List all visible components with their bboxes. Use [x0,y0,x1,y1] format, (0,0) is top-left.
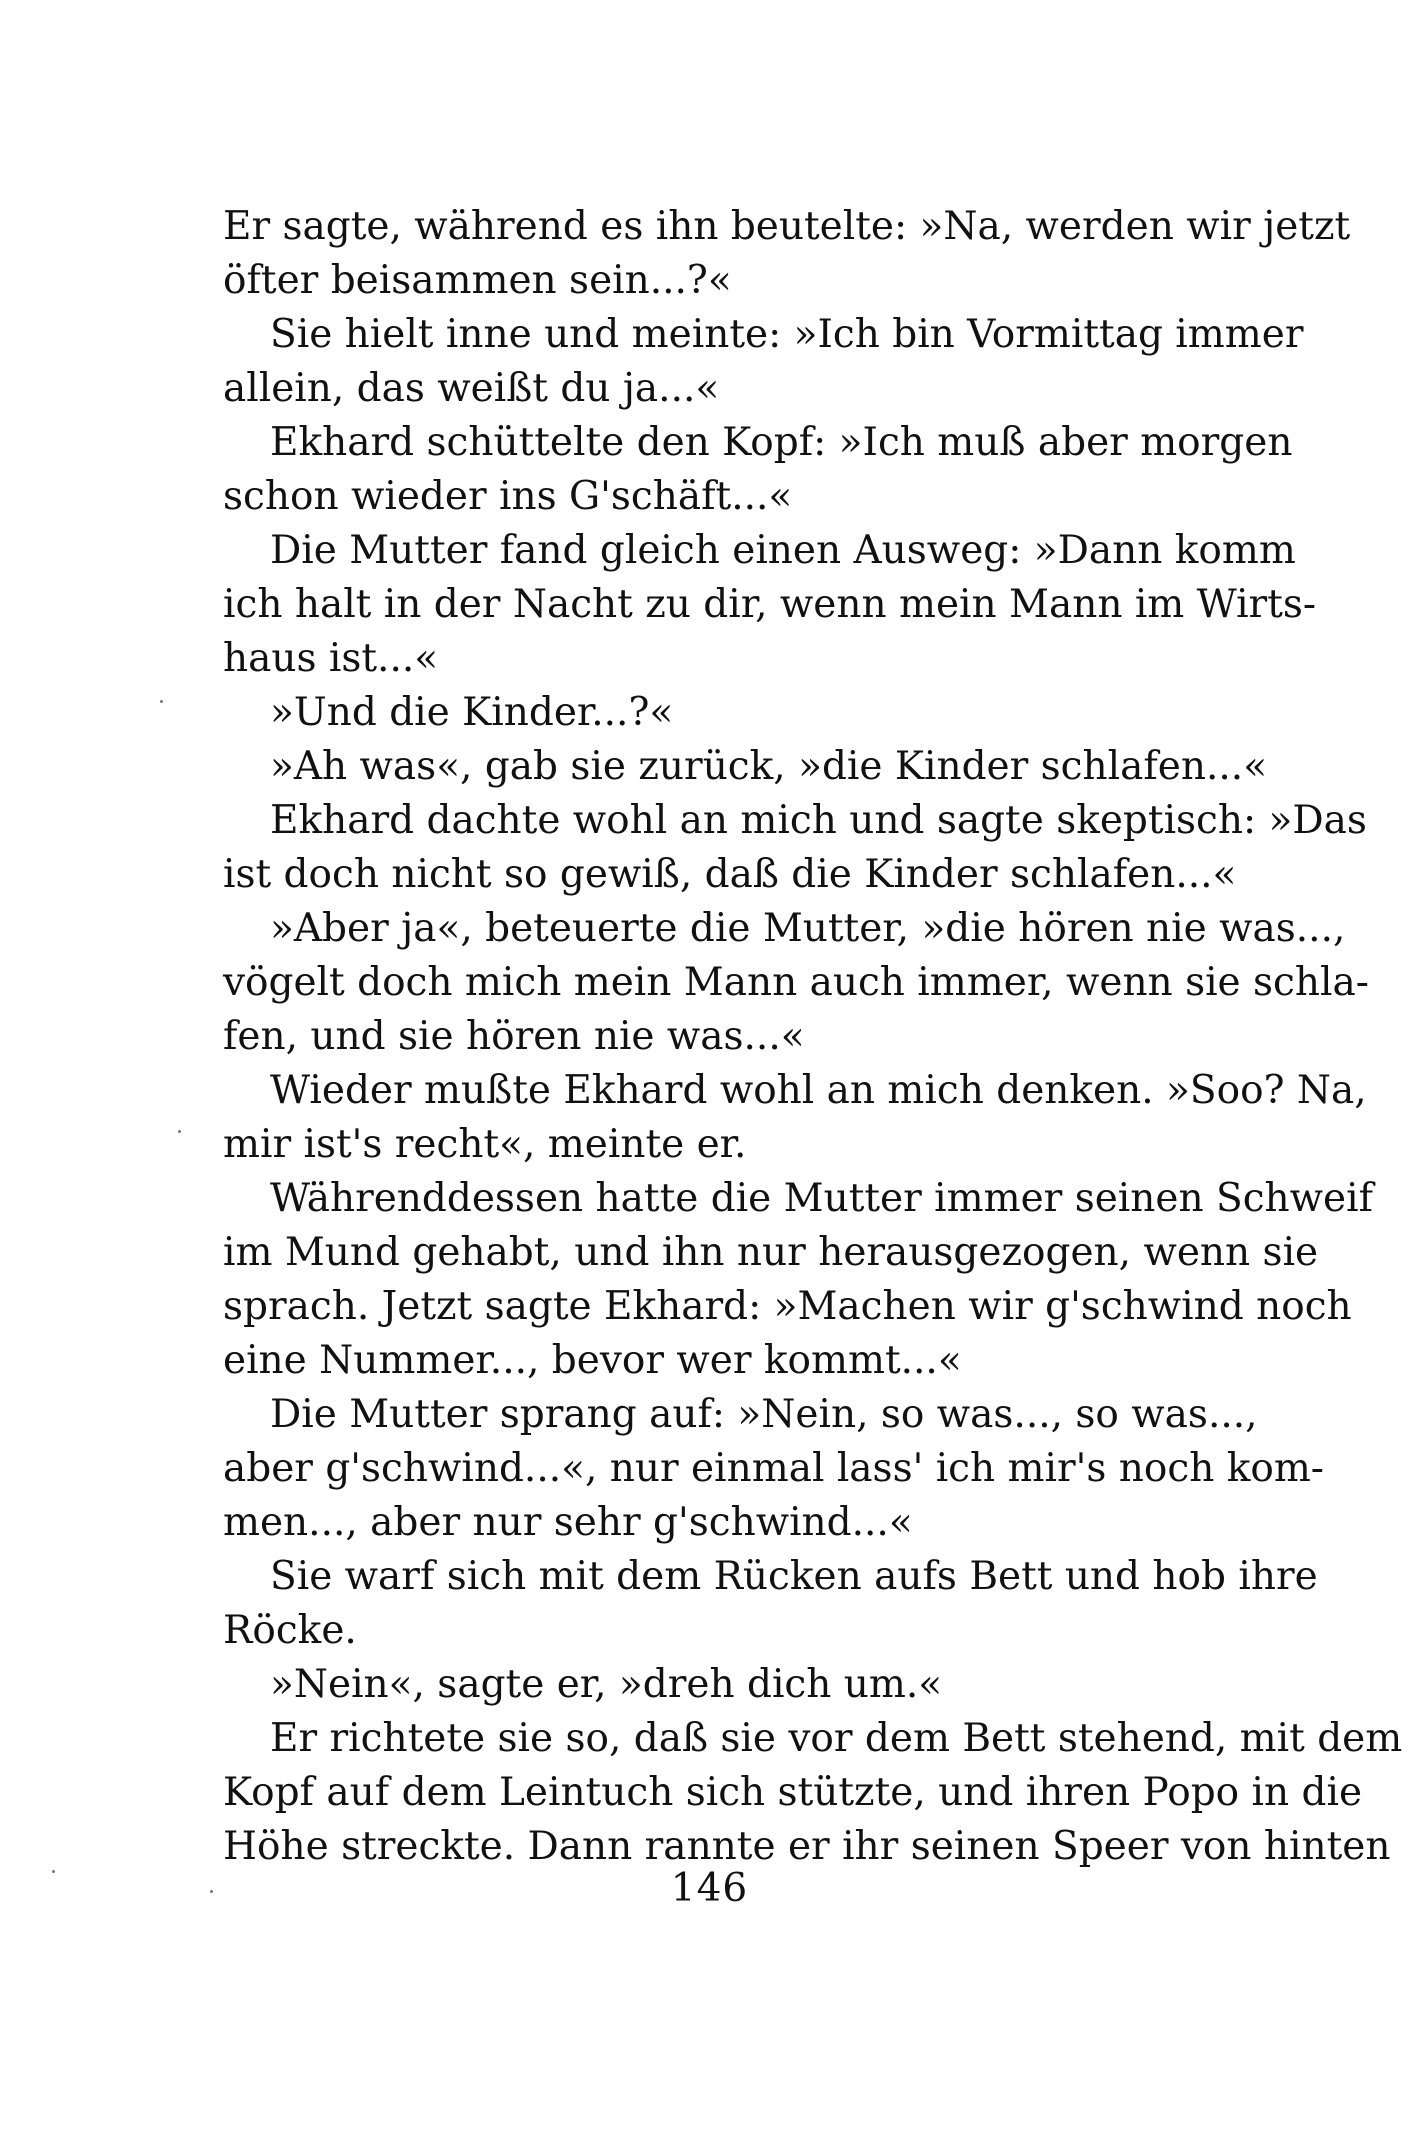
text-line: Kopf auf dem Leintuch sich stützte, und ihren Popo in die [223,1770,1363,1815]
text-line: fen, und sie hören nie was...« [223,1014,805,1059]
scan-speck [210,1890,213,1893]
text-line: Sie warf sich mit dem Rücken aufs Bett und hob ihre [270,1554,1318,1599]
text-line: im Mund gehabt, und ihn nur herausgezogen, wenn sie [223,1230,1319,1275]
text-line: vögelt doch mich mein Mann auch immer, wenn sie schla- [223,960,1369,1005]
text-line: Die Mutter sprang auf: »Nein, so was..., so was..., [270,1392,1258,1437]
text-line: Ekhard dachte wohl an mich und sagte skeptisch: »Das [270,798,1367,843]
text-line: Sie hielt inne und meinte: »Ich bin Vormittag immer [270,312,1304,357]
text-line: eine Nummer..., bevor wer kommt...« [223,1338,962,1383]
text-line: Er richtete sie so, daß sie vor dem Bett stehend, mit dem [270,1716,1403,1761]
scan-speck [178,1130,181,1133]
text-line: Röcke. [223,1608,357,1653]
text-line: mir ist's recht«, meinte er. [223,1122,747,1167]
text-line: öfter beisammen sein...?« [223,258,732,303]
text-line: schon wieder ins G'schäft...« [223,474,793,519]
text-line: »Und die Kinder...?« [270,690,674,735]
text-line: Die Mutter fand gleich einen Ausweg: »Dann komm [270,528,1296,573]
text-line: aber g'schwind...«, nur einmal lass' ich mir's noch kom- [223,1446,1324,1491]
text-line: ist doch nicht so gewiß, daß die Kinder schlafen...« [223,852,1237,897]
text-line: »Nein«, sagte er, »dreh dich um.« [270,1662,943,1707]
text-line: Währenddessen hatte die Mutter immer seinen Schweif [270,1176,1374,1221]
page-number: 146 [670,1866,749,1911]
text-line: »Aber ja«, beteuerte die Mutter, »die hören nie was..., [270,906,1346,951]
scan-speck [160,700,163,703]
text-line: sprach. Jetzt sagte Ekhard: »Machen wir g'schwind noch [223,1284,1352,1329]
text-line: allein, das weißt du ja...« [223,366,720,411]
text-line: haus ist...« [223,636,439,681]
text-line: ich halt in der Nacht zu dir, wenn mein Mann im Wirts- [223,582,1317,627]
text-line: Höhe streckte. Dann rannte er ihr seinen Speer von hinten [223,1824,1391,1869]
text-line: Ekhard schüttelte den Kopf: »Ich muß aber morgen [270,420,1293,465]
text-line: »Ah was«, gab sie zurück, »die Kinder schlafen...« [270,744,1268,789]
text-line: Wieder mußte Ekhard wohl an mich denken. »Soo? Na, [270,1068,1367,1113]
text-line: men..., aber nur sehr g'schwind...« [223,1500,913,1545]
body-text [223,200,1403,1874]
text-line: Er sagte, während es ihn beutelte: »Na, werden wir jetzt [223,204,1351,249]
scan-speck [52,1870,55,1873]
